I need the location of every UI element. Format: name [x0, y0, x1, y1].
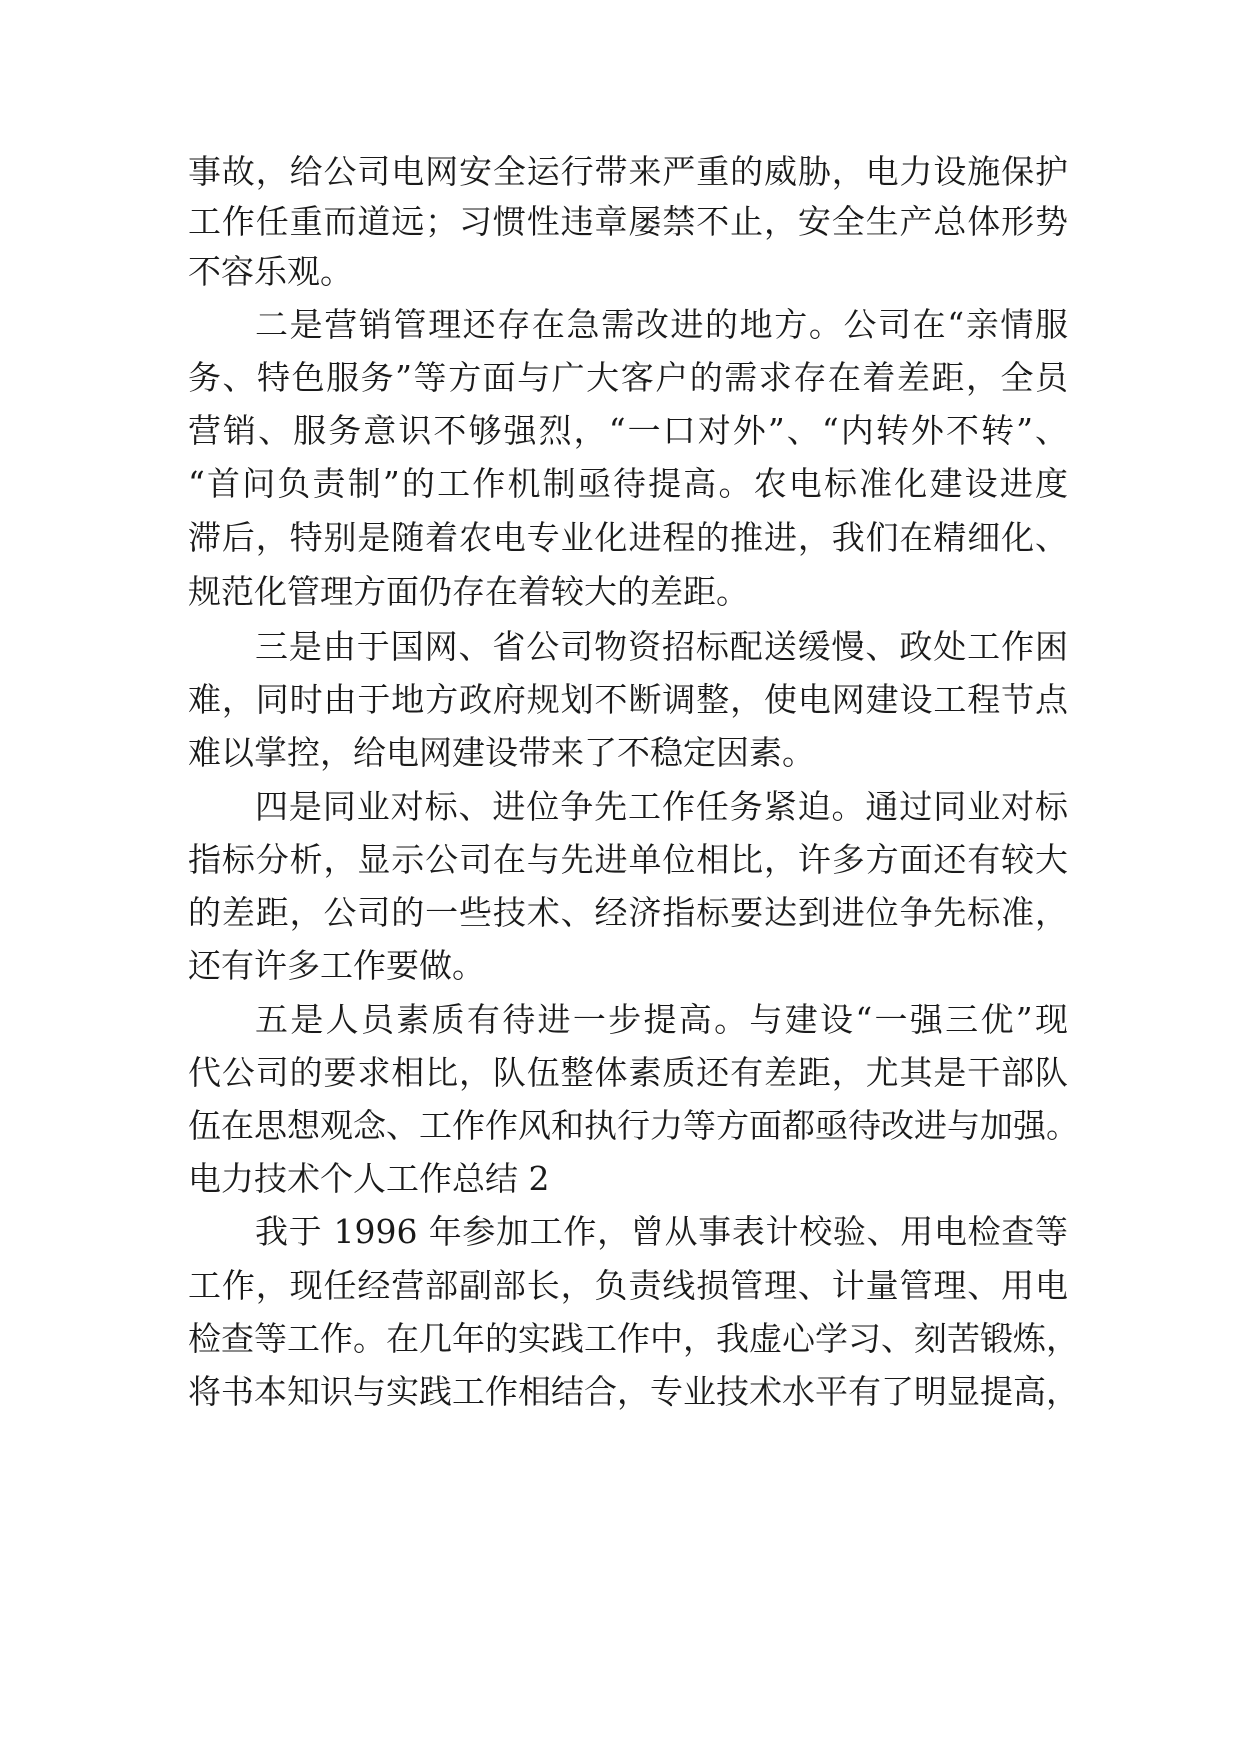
- paragraph-start-line: 四是同业对标、进位争先工作任务紧迫。通过同业对标: [255, 787, 1068, 826]
- paragraph-start-line: 三是由于国网、省公司物资招标配送缓慢、政处工作困: [255, 627, 1068, 666]
- text-line: 的差距，公司的一些技术、经济指标要达到进位争先标准，: [188, 893, 1068, 932]
- text-line: 指标分析，显示公司在与先进单位相比，许多方面还有较大: [188, 840, 1068, 879]
- text-line: 滞后，特别是随着农电专业化进程的推进，我们在精细化、: [188, 518, 1068, 557]
- text-line: 营销、服务意识不够强烈，“一口对外”、“内转外不转”、: [188, 411, 1068, 450]
- text-line: 务、特色服务”等方面与广大客户的需求存在着差距，全员: [188, 358, 1068, 397]
- text-line: 规范化管理方面仍存在着较大的差距。: [188, 572, 749, 611]
- text-line: 还有许多工作要做。: [188, 946, 485, 985]
- text-line: 事故，给公司电网安全运行带来严重的威胁，电力设施保护: [188, 152, 1068, 191]
- paragraph-start-line: 二是营销管理还存在急需改进的地方。公司在“亲情服: [255, 305, 1068, 344]
- text-line: 代公司的要求相比，队伍整体素质还有差距，尤其是干部队: [188, 1053, 1068, 1092]
- text-line: 不容乐观。: [188, 252, 353, 291]
- text-line: 工作，现任经营部副部长，负责线损管理、计量管理、用电: [188, 1266, 1068, 1305]
- paragraph-start-line: 五是人员素质有待进一步提高。与建设“一强三优”现: [255, 1000, 1068, 1039]
- text-line: 难，同时由于地方政府规划不断调整，使电网建设工程节点: [188, 680, 1068, 719]
- text-line: 伍在思想观念、工作作风和执行力等方面都亟待改进与加强。: [188, 1106, 1079, 1145]
- text-line: 检查等工作。在几年的实践工作中，我虚心学习、刻苦锻炼，: [188, 1319, 1079, 1358]
- section-heading: 电力技术个人工作总结 2: [188, 1159, 550, 1198]
- text-line: 工作任重而道远；习惯性违章屡禁不止，安全生产总体形势: [188, 202, 1068, 241]
- text-line: “首问负责制”的工作机制亟待提高。农电标准化建设进度: [188, 464, 1068, 503]
- paragraph-start-line: 我于 1996 年参加工作，曾从事表计校验、用电检查等: [255, 1212, 1068, 1251]
- text-line: 将书本知识与实践工作相结合，专业技术水平有了明显提高，: [188, 1372, 1079, 1411]
- text-line: 难以掌控，给电网建设带来了不稳定因素。: [188, 733, 815, 772]
